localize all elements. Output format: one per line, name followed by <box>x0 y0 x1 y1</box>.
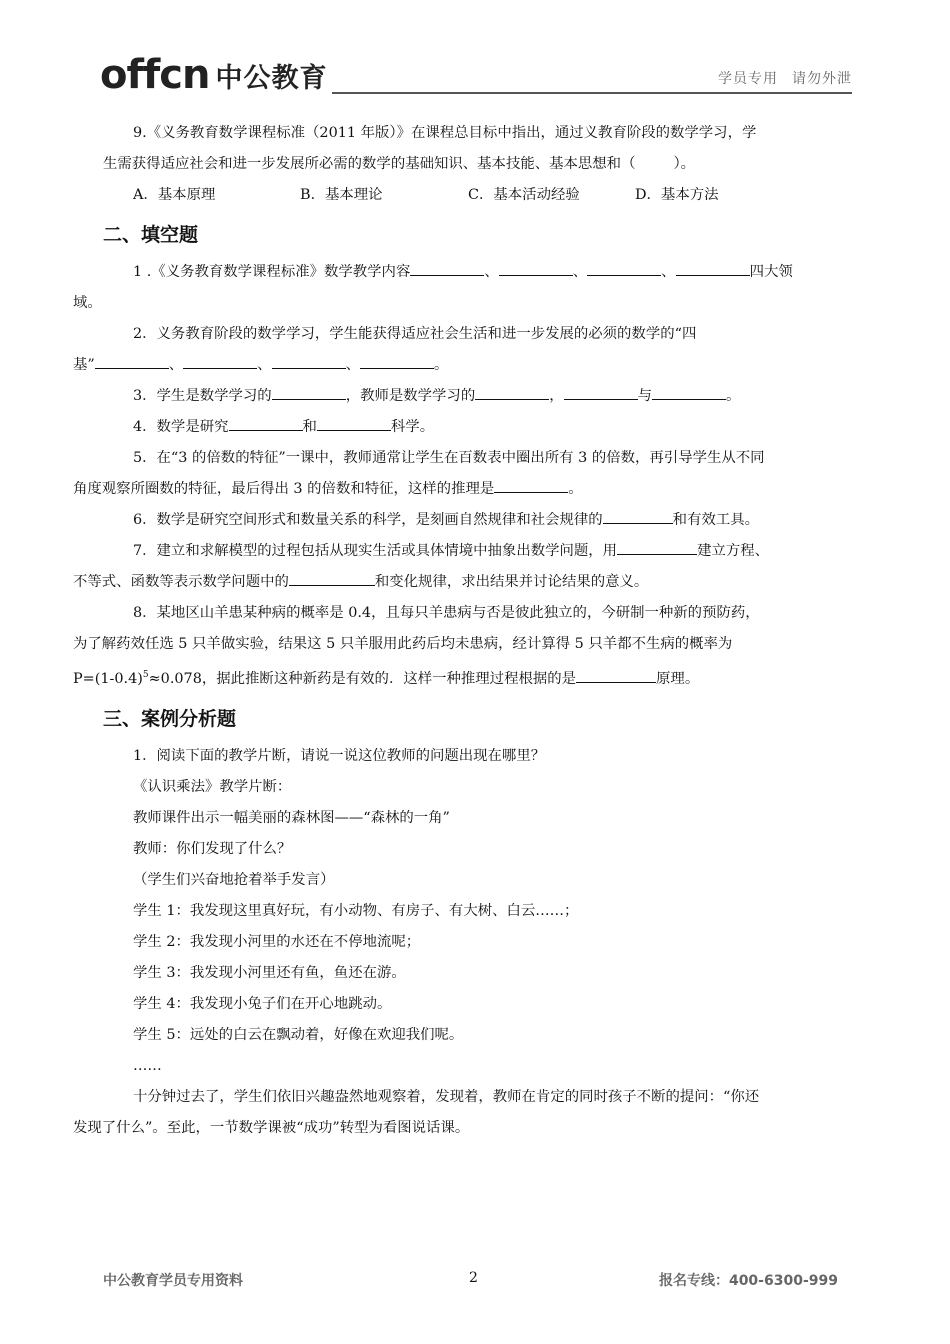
q9-line1: 9.《义务教育数学课程标准（2011 年版）》在课程总目标中指出，通过义教育阶段的数学学习，学 <box>133 125 757 141</box>
fill-item-3 <box>103 381 853 412</box>
blank <box>272 354 346 369</box>
fill-item-6 <box>103 505 853 536</box>
fill-item-4 <box>103 412 853 443</box>
fill2-text: 2．义务教育阶段的数学学习，学生能获得适应社会生活和进一步发展的必须的数学的“四 <box>133 326 697 342</box>
blank <box>475 385 549 400</box>
fill8-end: 原理。 <box>656 670 700 687</box>
header-confidential-note <box>718 68 852 88</box>
blank <box>360 354 434 369</box>
fill8-formula: P=(1-0.4) <box>73 670 143 687</box>
case-line: （学生们兴奋地抢着举手发言） <box>133 871 335 888</box>
offcn-logo <box>100 50 327 100</box>
blank <box>564 385 638 400</box>
period: 。 <box>568 481 583 497</box>
option-b: B．基本理论 <box>300 187 383 203</box>
fill4-text: 4．数学是研究 <box>133 419 229 435</box>
fill1-text: 1 .《义务教育数学课程标准》数学教学内容 <box>133 264 411 280</box>
blank <box>676 261 750 276</box>
logo-latin-text: offcn <box>100 52 210 98</box>
footer-label: 中公教育学员专用资料 <box>103 1273 243 1289</box>
fill3-text2: ，教师是数学学习的 <box>345 388 476 404</box>
case-line: 学生 2：我发现小河里的水还在不停地流呢； <box>133 933 421 950</box>
question-9 <box>103 118 853 180</box>
period: 。 <box>726 388 741 404</box>
option-c: C．基本活动经验 <box>468 187 580 203</box>
fill1-end: 域。 <box>73 295 102 311</box>
section-case-analysis-title: 三、案例分析题 <box>103 707 237 730</box>
blank <box>272 385 346 400</box>
blank <box>617 540 697 555</box>
case-question-1: 1．阅读下面的教学片断，请说一说这位教师的问题出现在哪里？ <box>133 747 546 764</box>
case-closing-line1: 十分钟过去了，学生们依旧兴趣盎然地观察着，发现着，教师在肯定的同时孩子不断的提问：“你还 <box>133 1088 760 1105</box>
fill-item-5 <box>73 443 853 505</box>
document-body <box>73 118 853 1144</box>
sep: 、 <box>345 357 360 373</box>
case-line: 教师：你们发现了什么？ <box>133 840 292 857</box>
blank <box>576 668 656 683</box>
blank <box>229 416 303 431</box>
sep: 、 <box>572 264 588 280</box>
section-fill-in-blank-title: 二、填空题 <box>103 224 199 246</box>
blank <box>289 571 375 586</box>
case-line: 学生 4：我发现小兔子们在开心地跳动。 <box>133 995 392 1012</box>
fill5-text2: 角度观察所圈数的特征，最后得出 3 的倍数和特征，这样的推理是 <box>73 481 495 497</box>
fill4-end: 科学。 <box>390 419 435 435</box>
option-d: D．基本方法 <box>635 187 719 203</box>
page-header <box>100 44 852 104</box>
fill4-and: 和 <box>302 419 317 435</box>
case-line: 学生 3：我发现小河里还有鱼，鱼还在游。 <box>133 964 406 981</box>
case-line: 《认识乘法》教学片断： <box>133 778 292 795</box>
fill6-end: 和有效工具。 <box>672 512 760 528</box>
fill8-exponent: 5 <box>142 670 149 680</box>
blank <box>183 354 257 369</box>
blank <box>652 385 726 400</box>
blank <box>603 509 673 524</box>
period: 。 <box>433 357 449 373</box>
header-note-do-not-leak: 请勿外泄 <box>792 71 852 87</box>
q9-line2: 生需获得适应社会和进一步发展所必需的数学的基础知识、基本技能、基本思想和（ <box>103 156 636 172</box>
fill-item-8 <box>73 598 853 695</box>
q9-options <box>103 180 853 211</box>
fill6-text: 6．数学是研究空间形式和数量关系的科学，是刻画自然规律和社会规律的 <box>133 512 603 528</box>
blank <box>95 354 169 369</box>
q9-line2-end: ）。 <box>673 156 696 172</box>
case-line: 学生 5：远处的白云在飘动着，好像在欢迎我们呢。 <box>133 1026 464 1043</box>
fill2-four-basics: 基” <box>73 357 95 373</box>
blank <box>317 416 391 431</box>
case-line: 教师课件出示一幅美丽的森林图——“森林的一角” <box>133 809 450 826</box>
fill-item-1 <box>73 257 853 319</box>
fill-item-2 <box>73 319 853 381</box>
fill3-text: 3．学生是数学学习的 <box>133 388 272 404</box>
fill7-text2: 建立方程、 <box>697 543 770 559</box>
header-note-members-only: 学员专用 <box>718 71 778 87</box>
fill-item-7 <box>73 536 853 598</box>
sep: 、 <box>484 264 499 280</box>
sep: 、 <box>168 357 184 373</box>
blank <box>410 261 484 276</box>
sep: 、 <box>661 264 676 280</box>
page-footer <box>103 1270 838 1294</box>
fill8-text2: 为了解药效任选 5 只羊做实验，结果这 5 只羊服用此药后均未患病，经计算得 5 只羊都不生病的概率为 <box>73 636 733 652</box>
blank <box>587 261 661 276</box>
sep: 、 <box>257 357 272 373</box>
case-line: 学生 1：我发现这里真好玩，有小动物、有房子、有大树、白云……； <box>133 902 579 919</box>
fill7-text3: 不等式、函数等表示数学问题中的 <box>73 574 289 590</box>
option-a: A．基本原理 <box>133 187 216 203</box>
blank <box>499 261 573 276</box>
case-closing-line2: 发现了什么”。至此，一节数学课被“成功”转型为看图说话课。 <box>73 1119 470 1136</box>
header-divider <box>332 92 852 94</box>
fill7-end: 和变化规律，求出结果并讨论结果的意义。 <box>374 574 649 590</box>
case-line: …… <box>133 1057 162 1074</box>
fill3-and: 与 <box>637 388 653 404</box>
fill8-text3: ≈0.078，据此推断这种新药是有效的．这样一种推理过程根据的是 <box>148 670 577 687</box>
case-closing <box>73 1082 853 1144</box>
footer-hotline: 报名专线：400-6300-999 <box>658 1273 838 1289</box>
fill8-text: 8．某地区山羊患某种病的概率是 0.4，且每只羊患病与否是彼此独立的，今研制一种新的预防药， <box>133 605 760 621</box>
fill1-tail: 四大领 <box>749 264 793 280</box>
logo-chinese-text: 中公教育 <box>215 62 328 94</box>
page-number: 2 <box>469 1270 478 1286</box>
fill5-text: 5．在“3 的倍数的特征”一课中，教师通常让学生在百数表中圈出所有 3 的倍数，再引导学生从不同 <box>133 450 765 466</box>
fill7-text: 7．建立和求解模型的过程包括从现实生活或具体情境中抽象出数学问题，用 <box>133 543 618 559</box>
blank <box>494 478 568 493</box>
sep: ， <box>549 388 564 404</box>
